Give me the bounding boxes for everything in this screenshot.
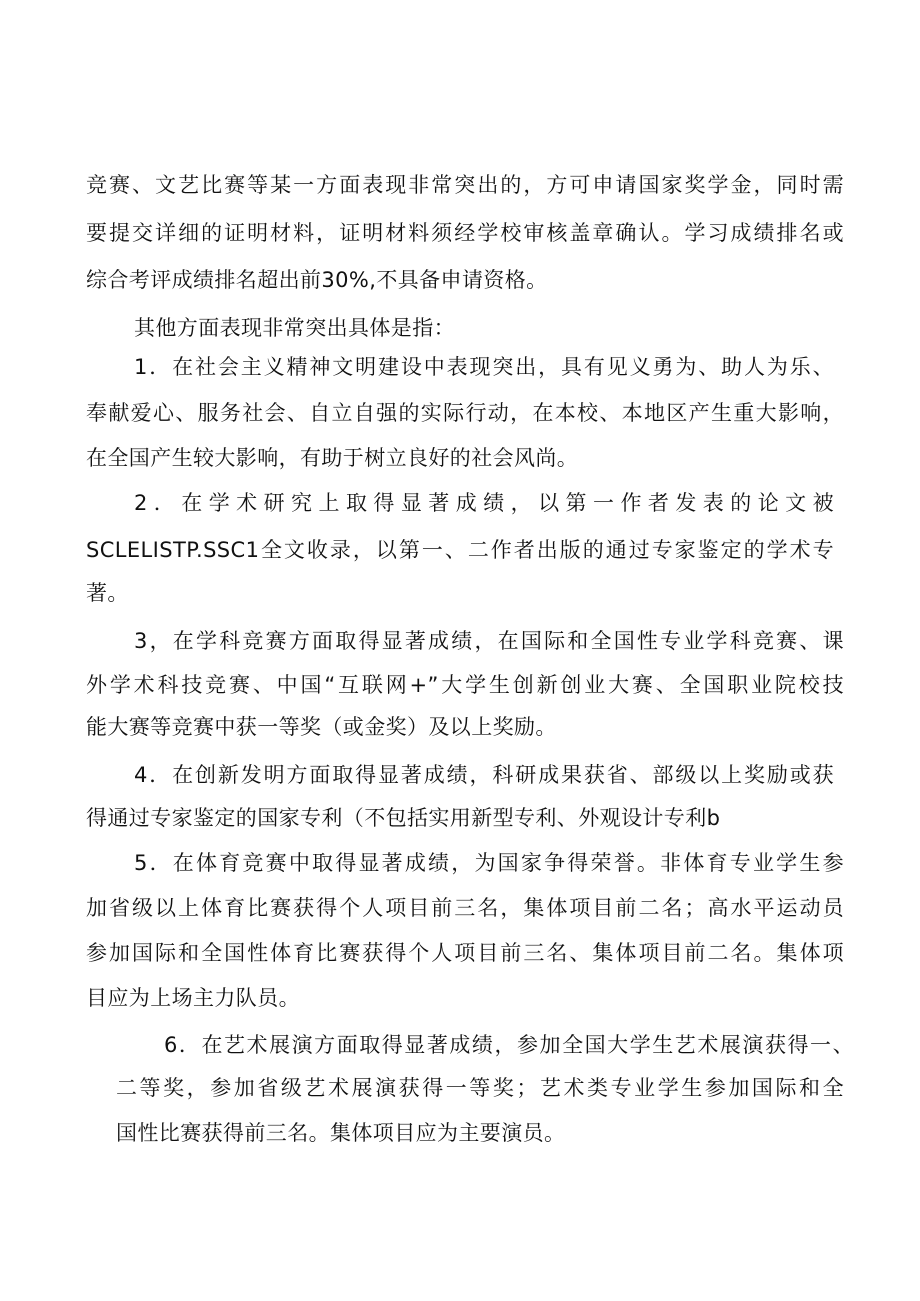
text-line: 得通过专家鉴定的国家专利（不包括实用新型专利、外观设计专利b bbox=[86, 806, 721, 830]
text-line: 4．在创新发明方面取得显著成绩，科研成果获省、部级以上奖励或获 bbox=[134, 763, 834, 787]
text-line: 2．在学术研究上取得显著成绩，以第一作者发表的论文被 bbox=[134, 491, 834, 515]
text-line: SCLELISTP.SSC1全文收录，以第一、二作者出版的通过专家鉴定的学术专 bbox=[86, 538, 834, 562]
text-line: 在全国产生较大影响，有助于树立良好的社会风尚。 bbox=[86, 446, 579, 470]
text-line: 综合考评成绩排名超出前30%,不具备申请资格。 bbox=[86, 268, 548, 292]
text-line: 奉献爱心、服务社会、自立自强的实际行动，在本校、本地区产生重大影响， bbox=[86, 401, 844, 425]
text-line: 能大赛等竞赛中获一等奖（或金奖）及以上奖励。 bbox=[86, 715, 557, 739]
text-line: 国性比赛获得前三名。集体项目应为主要演员。 bbox=[116, 1121, 566, 1145]
text-line: 竞赛、文艺比赛等某一方面表现非常突出的，方可申请国家奖学金，同时需 bbox=[86, 173, 844, 197]
text-line: 其他方面表现非常突出具体是指： bbox=[134, 316, 455, 340]
text-line: 二等奖，参加省级艺术展演获得一等奖；艺术类专业学生参加国际和全 bbox=[116, 1076, 844, 1100]
text-line: 6．在艺术展演方面取得显著成绩，参加全国大学生艺术展演获得一、 bbox=[164, 1033, 854, 1057]
text-line: 5．在体育竞赛中取得显著成绩，为国家争得荣誉。非体育专业学生参 bbox=[134, 851, 844, 875]
text-line: 3，在学科竞赛方面取得显著成绩，在国际和全国性专业学科竞赛、课 bbox=[134, 629, 844, 653]
text-line: 外学术科技竞赛、中国“互联网+”大学生创新创业大赛、全国职业院校技 bbox=[86, 673, 844, 697]
text-line: 目应为上场主力队员。 bbox=[86, 986, 300, 1010]
text-line: 加省级以上体育比赛获得个人项目前三名，集体项目前二名；高水平运动员 bbox=[86, 896, 844, 920]
text-line: 要提交详细的证明材料，证明材料须经学校审核盖章确认。学习成绩排名或 bbox=[86, 221, 844, 245]
text-line: 著。 bbox=[86, 581, 129, 605]
text-line: 参加国际和全国性体育比赛获得个人项目前三名、集体项目前二名。集体项 bbox=[86, 941, 844, 965]
text-line: 1．在社会主义精神文明建设中表现突出，具有见义勇为、助人为乐、 bbox=[134, 355, 834, 379]
